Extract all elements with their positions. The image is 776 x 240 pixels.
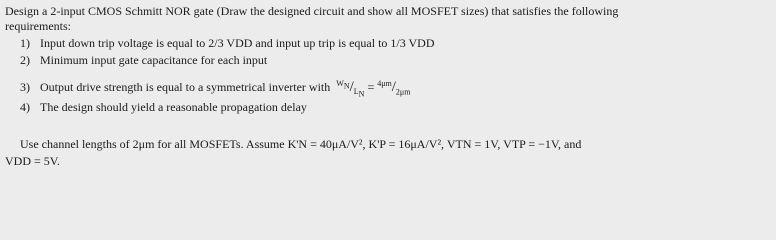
requirement-text: Minimum input gate capacitance for each input <box>40 53 268 67</box>
ratio-den-sub: N <box>358 89 365 99</box>
ratio-num-sub: N <box>343 81 350 91</box>
requirement-item <box>20 100 307 115</box>
assumption-line-1: Use channel lengths of 2μm for all MOSFETs. Assume K'N = 40μA/V², K'P = 16μA/V², VTN = 1V, VTP = −1V, and <box>20 137 582 151</box>
ratio-num-var: W <box>336 79 344 88</box>
requirement-number: 3) <box>20 80 30 94</box>
requirement-text: The design should yield a reasonable propagation delay <box>40 100 307 114</box>
requirement-item <box>20 53 267 68</box>
intro-line-1: Design a 2-input CMOS Schmitt NOR gate (Draw the designed circuit and show all MOSFET sizes) that satisfies the following <box>5 4 619 18</box>
ratio-den-var: L <box>353 87 359 97</box>
ratio-equals: = <box>367 80 375 94</box>
requirement-number: 1) <box>20 36 30 50</box>
requirement-item <box>20 76 410 102</box>
requirement-text: Output drive strength is equal to a symmetrical inverter with <box>40 80 331 94</box>
ratio-value-num: 4μm <box>377 79 392 88</box>
ratio-value-den: 2μm <box>395 87 411 97</box>
requirement-number: 2) <box>20 53 30 67</box>
intro-line-2: requirements: <box>5 19 71 33</box>
ratio-value: $^{4\mu m}/_{2\mu m}$ <box>377 79 411 97</box>
width-length-ratio: $^{W_N}/_{L_N}$ <box>336 79 365 99</box>
requirement-text: Input down trip voltage is equal to 2/3 VDD and input up trip is equal to 1/3 VDD <box>40 36 435 50</box>
requirement-number: 4) <box>20 100 30 114</box>
requirement-item <box>20 36 435 51</box>
assumption-line-2: VDD = 5V. <box>5 154 60 168</box>
